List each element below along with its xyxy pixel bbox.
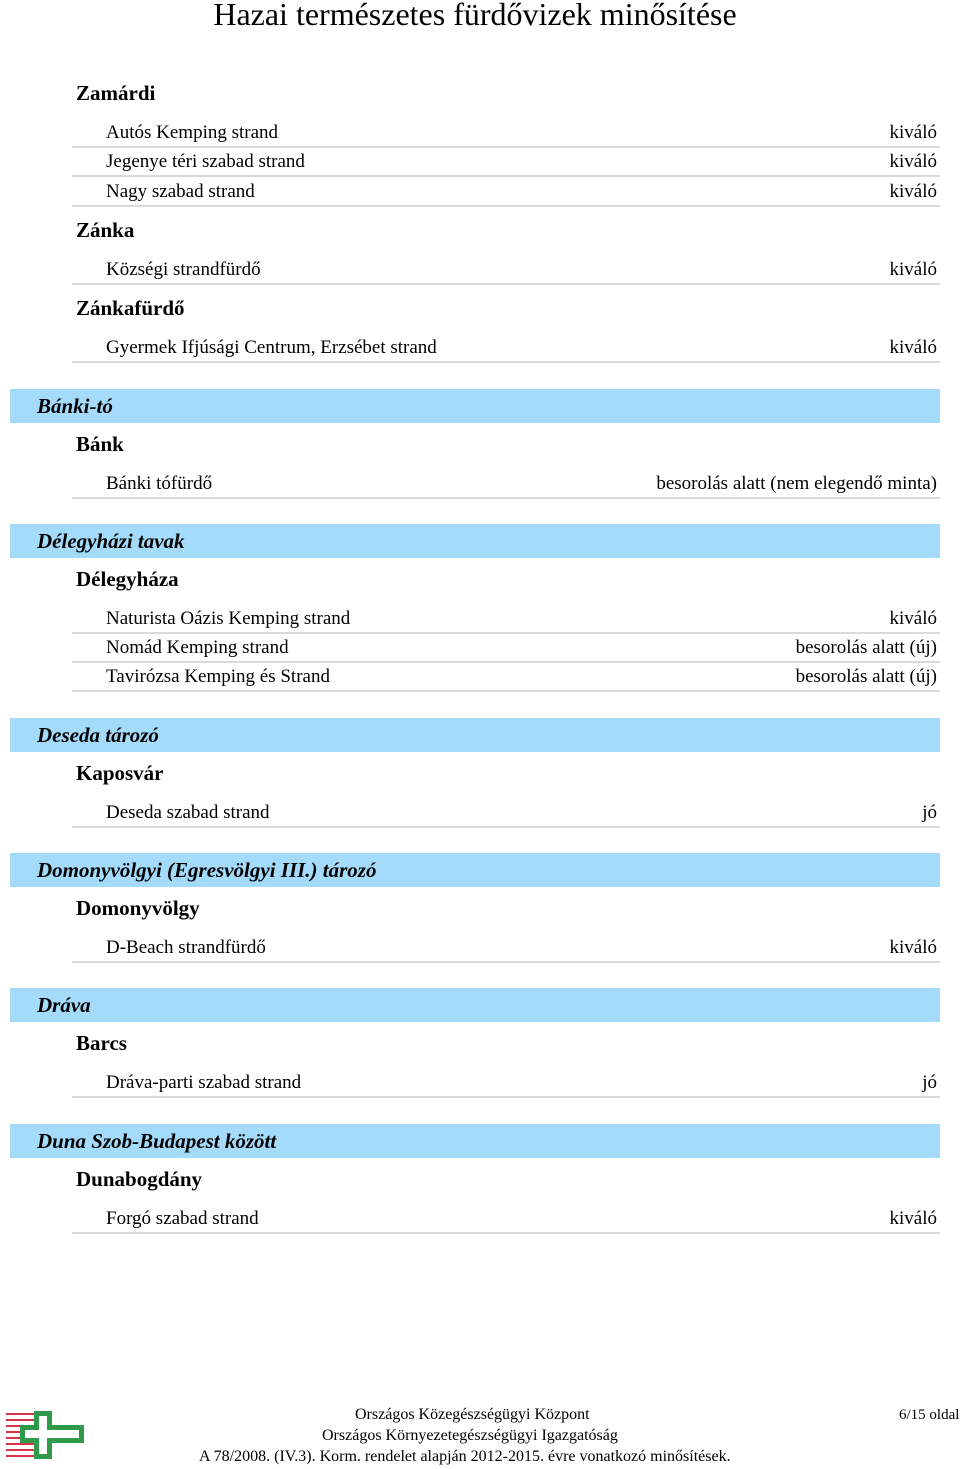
- beach-row: [72, 148, 940, 177]
- beach-rating: kiváló: [889, 937, 937, 958]
- region-header: [10, 853, 940, 887]
- town-name: Bánk: [76, 431, 124, 456]
- region-header: [10, 988, 940, 1022]
- beach-row: [72, 470, 940, 499]
- beach-name: Községi strandfürdő: [106, 258, 261, 280]
- region-header: [10, 524, 940, 558]
- beach-name: D-Beach strandfürdő: [106, 937, 266, 958]
- region-label: Duna Szob-Budapest között: [37, 1128, 277, 1153]
- town-name: Kaposvár: [76, 760, 164, 785]
- beach-rating: kiváló: [889, 122, 937, 143]
- page-title: Hazai természetes fürdővizek minősítése: [213, 0, 737, 32]
- region-label: Dráva: [37, 993, 91, 1018]
- beach-row: [72, 256, 940, 285]
- beach-row: [72, 605, 940, 634]
- beach-name: Nomád Kemping strand: [106, 637, 289, 659]
- beach-name: Gyermek Ifjúsági Centrum, Erzsébet strand: [106, 337, 437, 359]
- beach-name: Naturista Oázis Kemping strand: [106, 607, 351, 629]
- beach-name: Nagy szabad strand: [106, 180, 255, 202]
- beach-rating: jó: [922, 1072, 937, 1094]
- footer-directorate: Országos Környezetegészségügyi Igazgatóság: [322, 1427, 618, 1444]
- footer-regulation: A 78/2008. (IV.3). Korm. rendelet alapján 2012-2015. évre vonatkozó minősítések.: [199, 1448, 731, 1465]
- beach-rating: jó: [922, 801, 937, 823]
- region-header: [10, 1124, 940, 1158]
- beach-rating: kiváló: [889, 258, 937, 280]
- beach-row: [72, 663, 940, 692]
- town-name: Zánka: [76, 217, 135, 242]
- health-cross-logo-icon: [6, 1407, 86, 1463]
- beach-name: Dráva-parti szabad strand: [106, 1072, 302, 1094]
- beach-row: [72, 1069, 940, 1098]
- region-header: [10, 718, 940, 752]
- beach-name: Tavirózsa Kemping és Strand: [106, 666, 330, 688]
- town-name: Zánkafürdő: [76, 296, 185, 321]
- beach-name: Forgó szabad strand: [106, 1207, 259, 1229]
- region-label: Domonyvölgyi (Egresvölgyi III.) tározó: [37, 858, 377, 882]
- beach-row: [72, 799, 940, 828]
- town-name: Barcs: [76, 1031, 127, 1056]
- beach-row: [72, 178, 940, 207]
- beach-rating: kiváló: [889, 607, 937, 629]
- region-label: Bánki-tó: [37, 393, 113, 418]
- beach-rating: besorolás alatt (új): [795, 637, 937, 659]
- beach-rating: kiváló: [889, 151, 937, 173]
- beach-name: Autós Kemping strand: [106, 122, 279, 143]
- town-name: Dunabogdány: [76, 1166, 203, 1191]
- region-label: Délegyházi tavak: [37, 528, 185, 553]
- beach-name: Jegenye téri szabad strand: [106, 151, 305, 173]
- town-name: Zamárdi: [76, 81, 156, 105]
- region-header: [10, 389, 940, 423]
- page-number: 6/15 oldal: [899, 1407, 960, 1423]
- region-label: Deseda tározó: [37, 722, 159, 747]
- beach-row: [72, 634, 940, 663]
- beach-rating: besorolás alatt (nem elegendő minta): [656, 472, 937, 494]
- beach-row: [72, 1205, 940, 1234]
- beach-name: Deseda szabad strand: [106, 801, 270, 823]
- beach-row: [72, 334, 940, 363]
- beach-rating: kiváló: [889, 180, 937, 202]
- town-name: Domonyvölgy: [76, 896, 200, 920]
- beach-rating: kiváló: [889, 1207, 937, 1229]
- footer-institute: Országos Közegészségügyi Központ: [355, 1406, 590, 1423]
- town-name: Délegyháza: [76, 566, 179, 591]
- beach-name: Bánki tófürdő: [106, 472, 213, 494]
- beach-rating: besorolás alatt (új): [795, 666, 937, 688]
- beach-row: [72, 934, 940, 963]
- beach-row: [72, 119, 940, 148]
- beach-rating: kiváló: [889, 337, 937, 359]
